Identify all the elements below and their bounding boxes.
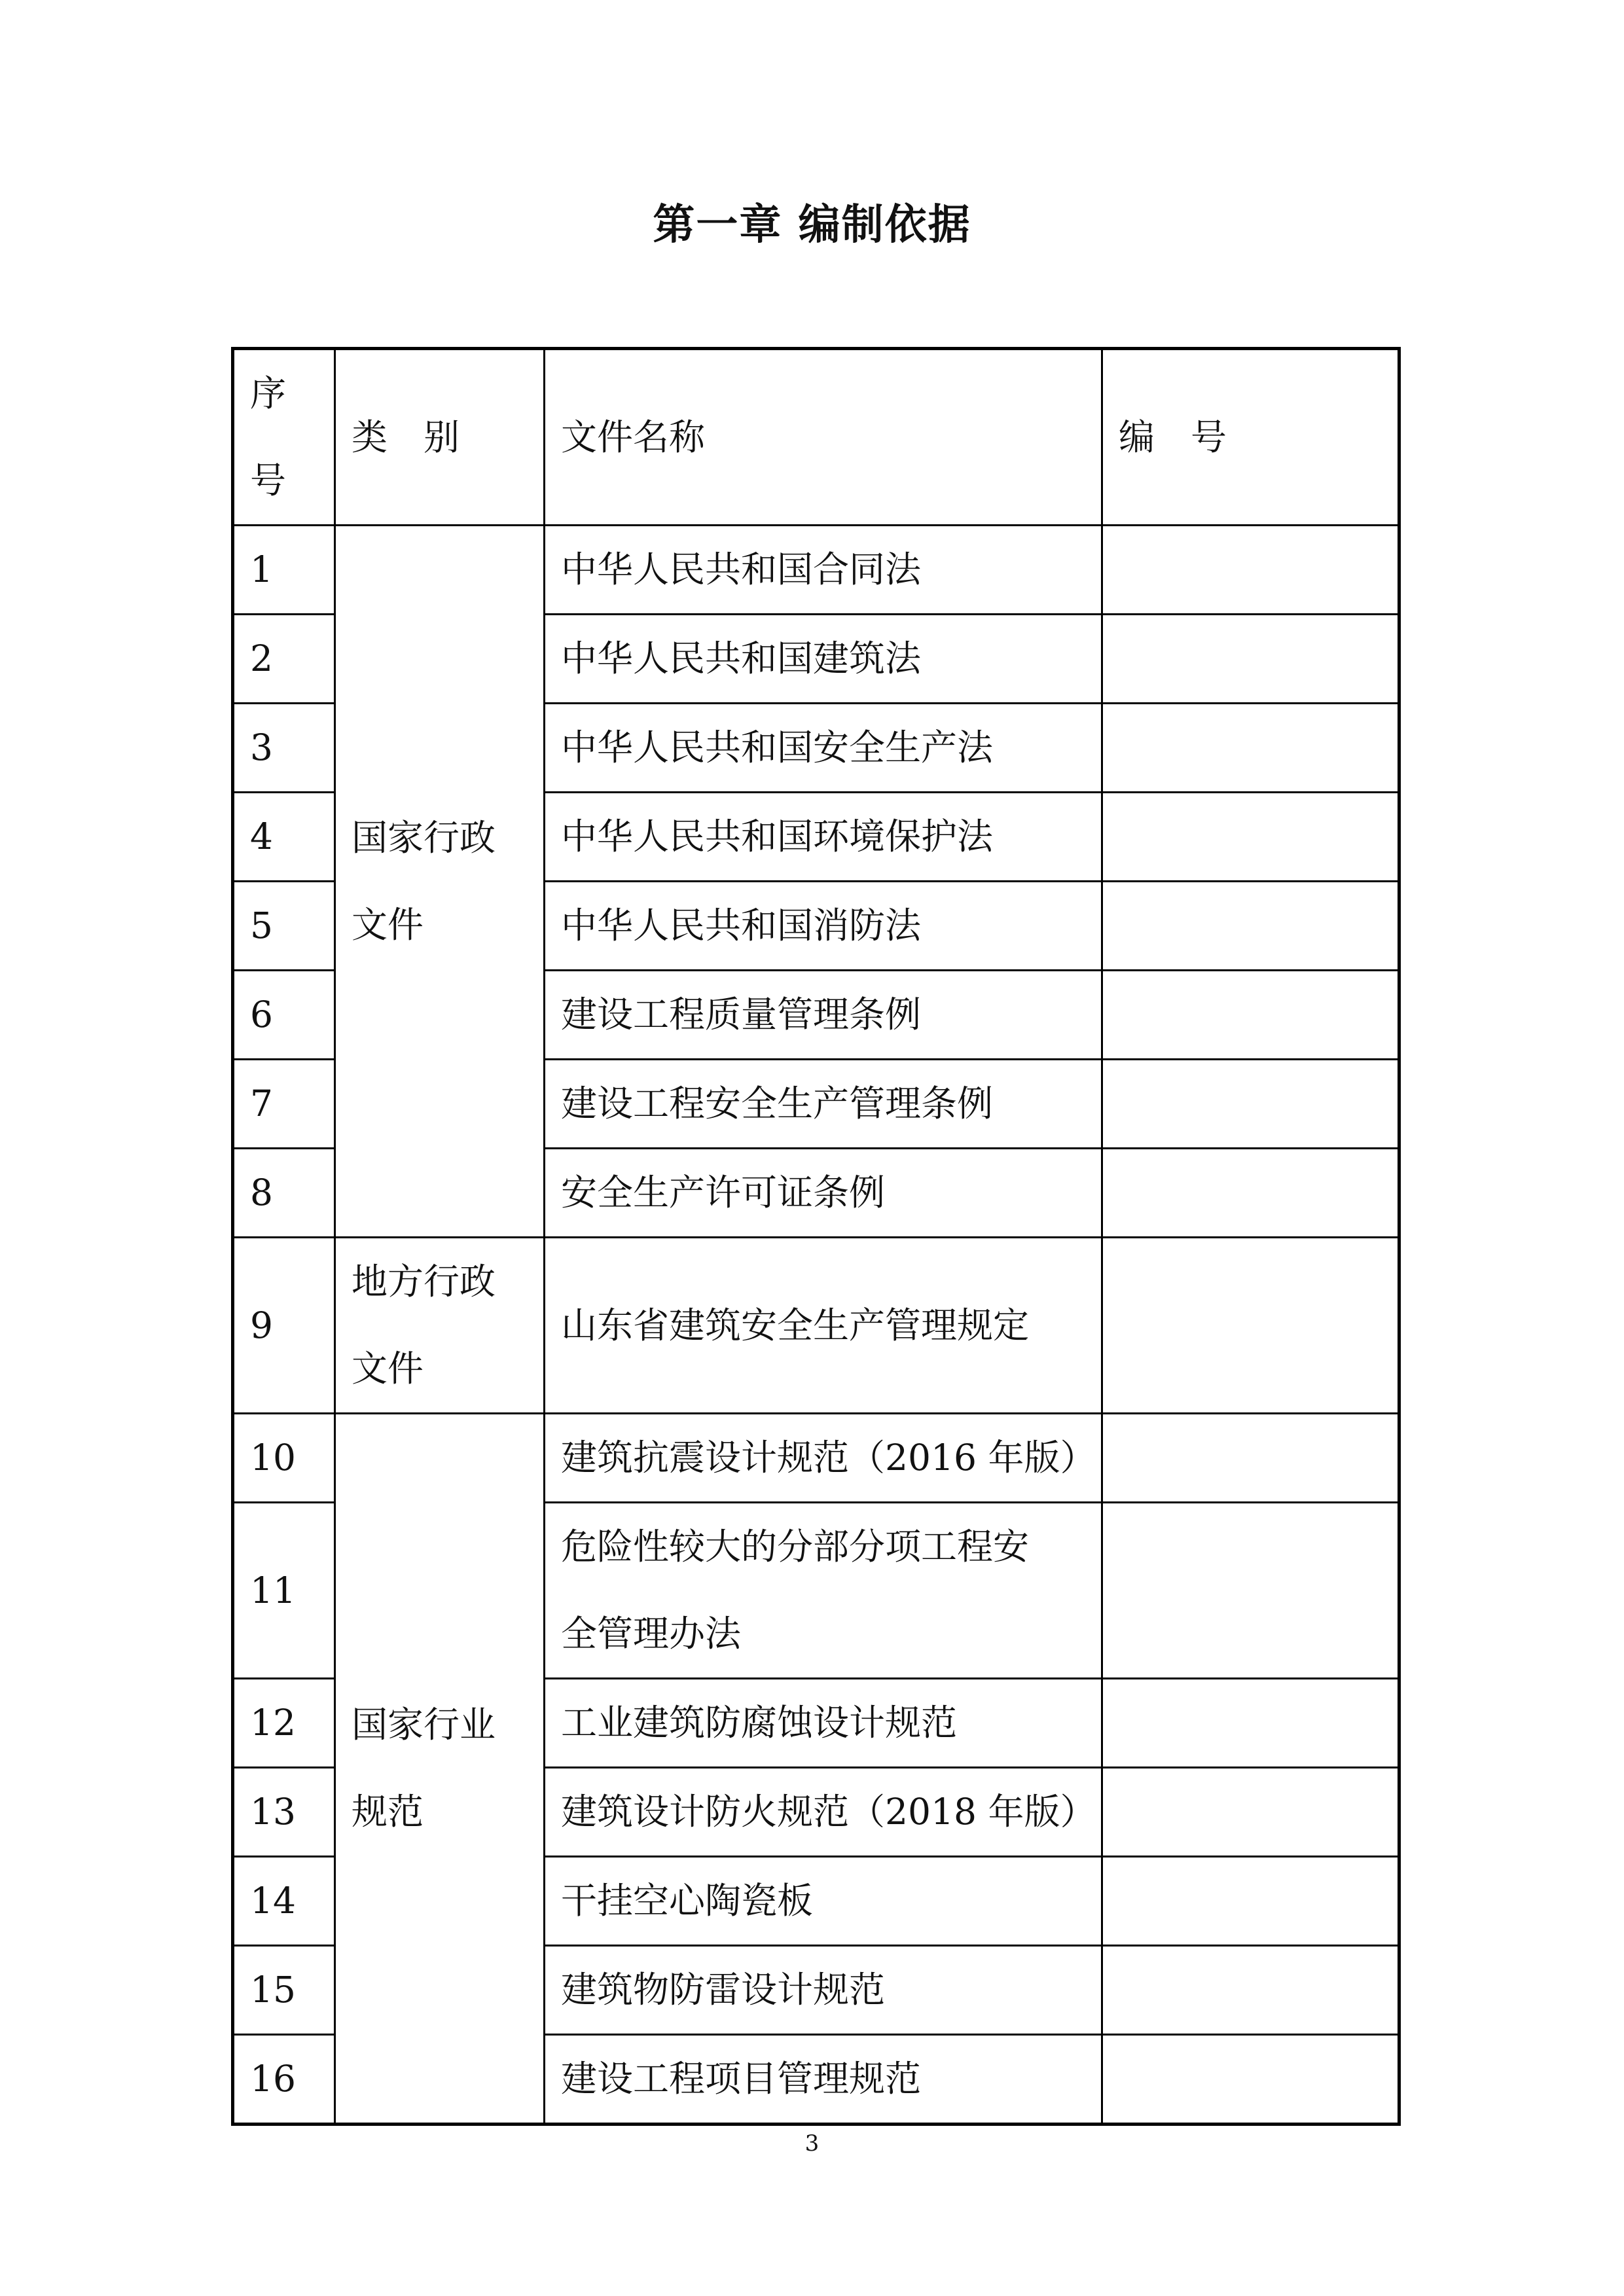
page-number: 3 — [804, 2130, 820, 2157]
row-code — [1102, 1238, 1399, 1414]
row-seq: 2 — [233, 615, 335, 704]
table-header-row — [233, 349, 1399, 526]
row-file-name: 中华人民共和国环境保护法 — [545, 793, 1102, 882]
header-number: 编 号 — [1102, 349, 1399, 526]
row-seq: 10 — [233, 1414, 335, 1503]
row-code — [1102, 793, 1399, 882]
row-file-name: 工业建筑防腐蚀设计规范 — [545, 1679, 1102, 1768]
row-file-name: 干挂空心陶瓷板 — [545, 1857, 1102, 1946]
row-seq: 12 — [233, 1679, 335, 1768]
category-national-admin: 国家行政 文件 — [335, 526, 545, 1238]
row-file-name: 建设工程项目管理规范 — [545, 2035, 1102, 2125]
row-seq: 4 — [233, 793, 335, 882]
row-file-name: 危险性较大的分部分项工程安 全管理办法 — [545, 1503, 1102, 1679]
row-seq: 11 — [233, 1503, 335, 1679]
row-seq: 16 — [233, 2035, 335, 2125]
row-code — [1102, 1857, 1399, 1946]
row-seq: 13 — [233, 1768, 335, 1857]
row-code — [1102, 704, 1399, 793]
row-file-name: 中华人民共和国安全生产法 — [545, 704, 1102, 793]
page-title: 第一章 编制依据 — [653, 200, 971, 249]
row-seq: 5 — [233, 882, 335, 971]
row-seq: 15 — [233, 1946, 335, 2035]
row-seq: 8 — [233, 1149, 335, 1238]
row-seq: 6 — [233, 971, 335, 1060]
category-local-admin: 地方行政 文件 — [335, 1238, 545, 1414]
row-code — [1102, 1503, 1399, 1679]
row-file-name: 中华人民共和国消防法 — [545, 882, 1102, 971]
row-seq: 1 — [233, 526, 335, 615]
table-row — [233, 526, 1399, 615]
header-category: 类 别 — [335, 349, 545, 526]
basis-table — [231, 347, 1401, 2126]
row-file-name: 建设工程安全生产管理条例 — [545, 1060, 1102, 1149]
row-file-name: 建筑抗震设计规范（2016 年版） — [545, 1414, 1102, 1503]
row-seq: 14 — [233, 1857, 335, 1946]
row-file-name: 中华人民共和国合同法 — [545, 526, 1102, 615]
row-code — [1102, 1414, 1399, 1503]
row-seq: 9 — [233, 1238, 335, 1414]
row-file-name: 山东省建筑安全生产管理规定 — [545, 1238, 1102, 1414]
row-file-name: 建筑设计防火规范（2018 年版） — [545, 1768, 1102, 1857]
row-seq: 3 — [233, 704, 335, 793]
category-national-industry: 国家行业 规范 — [335, 1414, 545, 2125]
row-file-name: 中华人民共和国建筑法 — [545, 615, 1102, 704]
row-code — [1102, 1768, 1399, 1857]
row-code — [1102, 971, 1399, 1060]
row-code — [1102, 882, 1399, 971]
row-file-name: 安全生产许可证条例 — [545, 1149, 1102, 1238]
row-code — [1102, 615, 1399, 704]
row-seq: 7 — [233, 1060, 335, 1149]
row-code — [1102, 1060, 1399, 1149]
header-seq: 序 号 — [233, 349, 335, 526]
row-code — [1102, 526, 1399, 615]
row-code — [1102, 1679, 1399, 1768]
header-file-name: 文件名称 — [545, 349, 1102, 526]
table-row — [233, 1414, 1399, 1503]
row-code — [1102, 2035, 1399, 2125]
row-file-name: 建设工程质量管理条例 — [545, 971, 1102, 1060]
row-file-name: 建筑物防雷设计规范 — [545, 1946, 1102, 2035]
row-code — [1102, 1149, 1399, 1238]
table-row — [233, 1238, 1399, 1414]
row-code — [1102, 1946, 1399, 2035]
